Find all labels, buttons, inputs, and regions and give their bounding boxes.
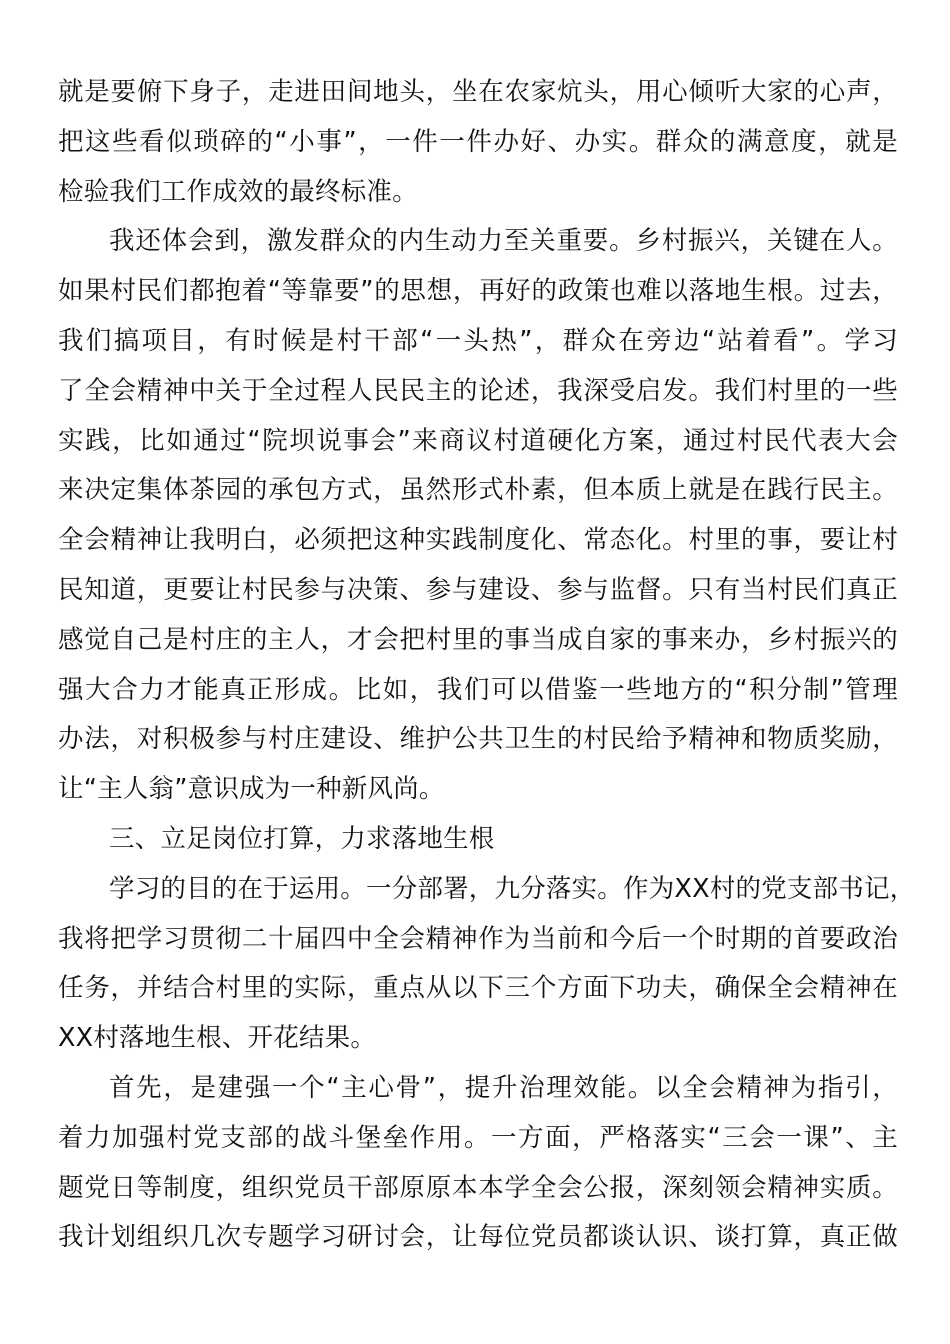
body-text bbox=[58, 68, 916, 1263]
text-line: 题党日等制度，组织党员干部原原本本学全会公报，深刻领会精神实质。 bbox=[58, 1172, 898, 1203]
text-line: 首先，是建强一个“主心骨”，提升治理效能。以全会精神为指引， bbox=[109, 1072, 898, 1103]
text-line: 学习的目的在于运用。一分部署，九分落实。作为XX村的党支部书记， bbox=[109, 873, 916, 904]
text-line: 民知道，更要让村民参与决策、参与建设、参与监督。只有当村民们真正 bbox=[58, 574, 898, 605]
text-line: 了全会精神中关于全过程人民民主的论述，我深受启发。我们村里的一些 bbox=[58, 375, 898, 406]
text-line: 如果村民们都抱着“等靠要”的思想，再好的政策也难以落地生根。过去， bbox=[58, 276, 898, 307]
text-line: 实践，比如通过“院坝说事会”来商议村道硬化方案，通过村民代表大会 bbox=[58, 425, 898, 456]
text-line: 全会精神让我明白，必须把这种实践制度化、常态化。村里的事，要让村 bbox=[58, 525, 898, 556]
text-line: 来决定集体茶园的承包方式，虽然形式朴素，但本质上就是在践行民主。 bbox=[58, 475, 898, 506]
text-line: XX村落地生根、开花结果。 bbox=[58, 1023, 377, 1054]
text-line: 着力加强村党支部的战斗堡垒作用。一方面，严格落实“三会一课”、主 bbox=[58, 1122, 898, 1153]
text-line: 我将把学习贯彻二十届四中全会精神作为当前和今后一个时期的首要政治 bbox=[58, 923, 898, 954]
text-line: 把这些看似琐碎的“小事”，一件一件办好、办实。群众的满意度，就是 bbox=[58, 126, 898, 157]
text-line: 办法，对积极参与村庄建设、维护公共卫生的村民给予精神和物质奖励， bbox=[58, 724, 898, 755]
text-line: 我还体会到，激发群众的内生动力至关重要。乡村振兴，关键在人。 bbox=[109, 226, 898, 257]
text-line: 感觉自己是村庄的主人，才会把村里的事当成自家的事来办，乡村振兴的 bbox=[58, 624, 898, 655]
text-line: 就是要俯下身子，走进田间地头，坐在农家炕头，用心倾听大家的心声， bbox=[58, 77, 898, 107]
text-line: 我计划组织几次专题学习研讨会，让每位党员都谈认识、谈打算，真正做 bbox=[58, 1222, 898, 1253]
text-line: 让“主人翁”意识成为一种新风尚。 bbox=[58, 774, 445, 805]
text-line: 我们搞项目，有时候是村干部“一头热”，群众在旁边“站着看”。学习 bbox=[58, 325, 898, 356]
text-line: 检验我们工作成效的最终标准。 bbox=[58, 176, 418, 207]
text-line: 任务，并结合村里的实际，重点从以下三个方面下功夫，确保全会精神在 bbox=[58, 973, 898, 1004]
text-line: 强大合力才能真正形成。比如，我们可以借鉴一些地方的“积分制”管理 bbox=[58, 674, 898, 705]
section-heading: 三、立足岗位打算，力求落地生根 bbox=[109, 823, 495, 854]
